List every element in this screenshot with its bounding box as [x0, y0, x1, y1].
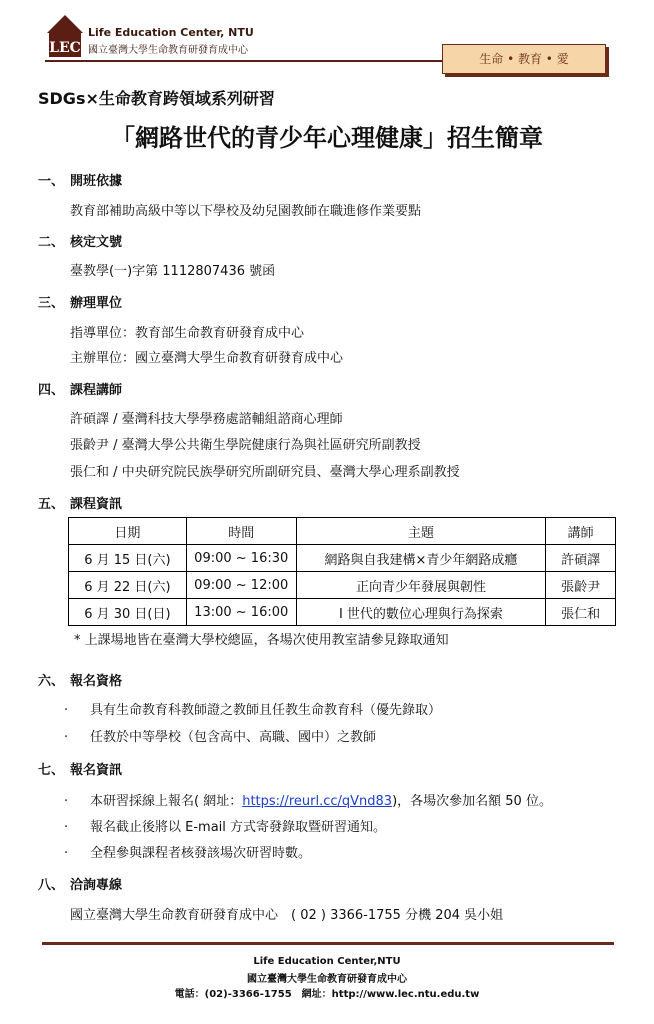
- bullet-icon: ·: [64, 730, 69, 745]
- motto-badge: 生命 • 教育 • 愛: [442, 44, 606, 74]
- section-number: 三、: [38, 296, 65, 311]
- list-item: [64, 790, 552, 809]
- section-heading-text: 開班依據: [70, 174, 123, 189]
- bullet-icon: ·: [64, 703, 69, 718]
- table-header-row: [69, 518, 616, 545]
- registration-text: 全程參與課程者核發該場次研習時數。: [90, 846, 312, 861]
- footer-org-zh: 國立臺灣大學生命教育研發育成中心: [247, 974, 407, 985]
- venue-note: * 上課場地皆在臺灣大學校總區，各場次使用教室請參見錄取通知: [74, 633, 449, 648]
- section-heading-text: 核定文號: [70, 235, 123, 250]
- series-subtitle: SDGs×生命教育跨領域系列研習: [38, 89, 275, 108]
- cell-lecturer: 許碩譯: [546, 545, 616, 572]
- section-heading-lecturers: [38, 379, 122, 398]
- lecturer-item: 許碩譯 / 臺灣科技大學學務處諮輔組諮商心理師: [70, 412, 343, 427]
- section-number: 八、: [38, 878, 65, 893]
- table-row: [69, 572, 616, 599]
- section-heading-text: 洽詢專線: [70, 878, 123, 893]
- registration-text-pre: 本研習採線上報名( 網址：: [90, 794, 243, 809]
- section-number: 四、: [38, 383, 65, 398]
- list-item: [64, 726, 376, 745]
- column-header-date: 日期: [69, 518, 187, 545]
- eligibility-text: 任教於中等學校（包含高中、高職、國中）之教師: [90, 730, 377, 745]
- letterhead: [0, 0, 654, 80]
- lecturer-item: 張仁和 / 中央研究院民族學研究所副研究員、臺灣大學心理系副教授: [70, 465, 460, 480]
- table-row: [69, 599, 616, 626]
- cell-date: 6 月 30 日(日): [69, 599, 187, 626]
- org-name-zh: 國立臺灣大學生命教育研發育成中心: [88, 45, 248, 56]
- course-schedule-table: [68, 517, 616, 626]
- logo-letters: LEC: [49, 40, 81, 56]
- lec-logo-icon: [45, 13, 85, 59]
- section-heading-organizers: [38, 292, 122, 311]
- basis-text: 教育部補助高級中等以下學校及幼兒園教師在職進修作業要點: [70, 204, 422, 219]
- org-name-en: Life Education Center, NTU: [88, 26, 254, 39]
- page-title: 「網路世代的青少年心理健康」招生簡章: [111, 124, 543, 152]
- eligibility-text: 具有生命教育科教師證之教師且任教生命教育科（優先錄取）: [90, 703, 442, 718]
- cell-lecturer: 張仁和: [546, 599, 616, 626]
- registration-link[interactable]: https://reurl.cc/qVnd83: [242, 794, 393, 809]
- column-header-topic: 主題: [296, 518, 546, 545]
- cell-topic: 正向青少年發展與韌性: [296, 572, 546, 599]
- lecturer-item: 張齡尹 / 臺灣大學公共衛生學院健康行為與社區研究所副教授: [70, 438, 421, 453]
- section-number: 二、: [38, 235, 65, 250]
- cell-time: 09:00 ~ 16:30: [186, 545, 296, 572]
- cell-time: 09:00 ~ 12:00: [186, 572, 296, 599]
- registration-text: 報名截止後將以 E-mail 方式寄發錄取暨研習通知。: [90, 820, 387, 835]
- list-item: [64, 699, 441, 718]
- list-item: [64, 842, 311, 861]
- section-heading-text: 報名資訊: [70, 763, 123, 778]
- bullet-icon: ·: [64, 820, 69, 835]
- section-number: 六、: [38, 674, 65, 689]
- section-heading-text: 辦理單位: [70, 296, 123, 311]
- section-heading-course-info: [38, 493, 122, 512]
- column-header-lecturer: 講師: [546, 518, 616, 545]
- section-heading-basis: [38, 170, 122, 189]
- bullet-icon: ·: [64, 846, 69, 861]
- section-heading-text: 報名資格: [70, 674, 123, 689]
- section-heading-text: 課程講師: [70, 383, 123, 398]
- cell-topic: I 世代的數位心理與行為探索: [296, 599, 546, 626]
- column-header-time: 時間: [186, 518, 296, 545]
- cell-date: 6 月 22 日(六): [69, 572, 187, 599]
- header-divider: [45, 60, 445, 62]
- host-unit-text: 主辦單位：國立臺灣大學生命教育研發育成中心: [70, 351, 344, 366]
- footer-contact: 電話：(02)-3366-1755 網址：http://www.lec.ntu.edu.tw: [174, 989, 480, 1000]
- section-heading-approval: [38, 231, 122, 250]
- bullet-icon: ·: [64, 794, 69, 809]
- footer-divider: [42, 942, 614, 945]
- contact-text: 國立臺灣大學生命教育研發育成中心 ( 02 ) 3366-1755 分機 204 吳小姐: [70, 908, 504, 923]
- cell-date: 6 月 15 日(六): [69, 545, 187, 572]
- approval-number-text: 臺教學(一)字第 1112807436 號函: [70, 264, 276, 279]
- registration-text-post: )，各場次參加名額 50 位。: [392, 794, 552, 809]
- list-item: [64, 816, 386, 835]
- section-heading-text: 課程資訊: [70, 497, 123, 512]
- cell-topic: 網路與自我建構×青少年網路成癮: [296, 545, 546, 572]
- section-heading-contact: [38, 874, 122, 893]
- table-row: [69, 545, 616, 572]
- cell-time: 13:00 ~ 16:00: [186, 599, 296, 626]
- section-number: 五、: [38, 497, 65, 512]
- section-heading-registration: [38, 759, 122, 778]
- section-heading-eligibility: [38, 670, 122, 689]
- guiding-unit-text: 指導單位：教育部生命教育研發育成中心: [70, 326, 305, 341]
- section-number: 一、: [38, 174, 65, 189]
- footer-org-en: Life Education Center,NTU: [253, 956, 401, 967]
- cell-lecturer: 張齡尹: [546, 572, 616, 599]
- section-number: 七、: [38, 763, 65, 778]
